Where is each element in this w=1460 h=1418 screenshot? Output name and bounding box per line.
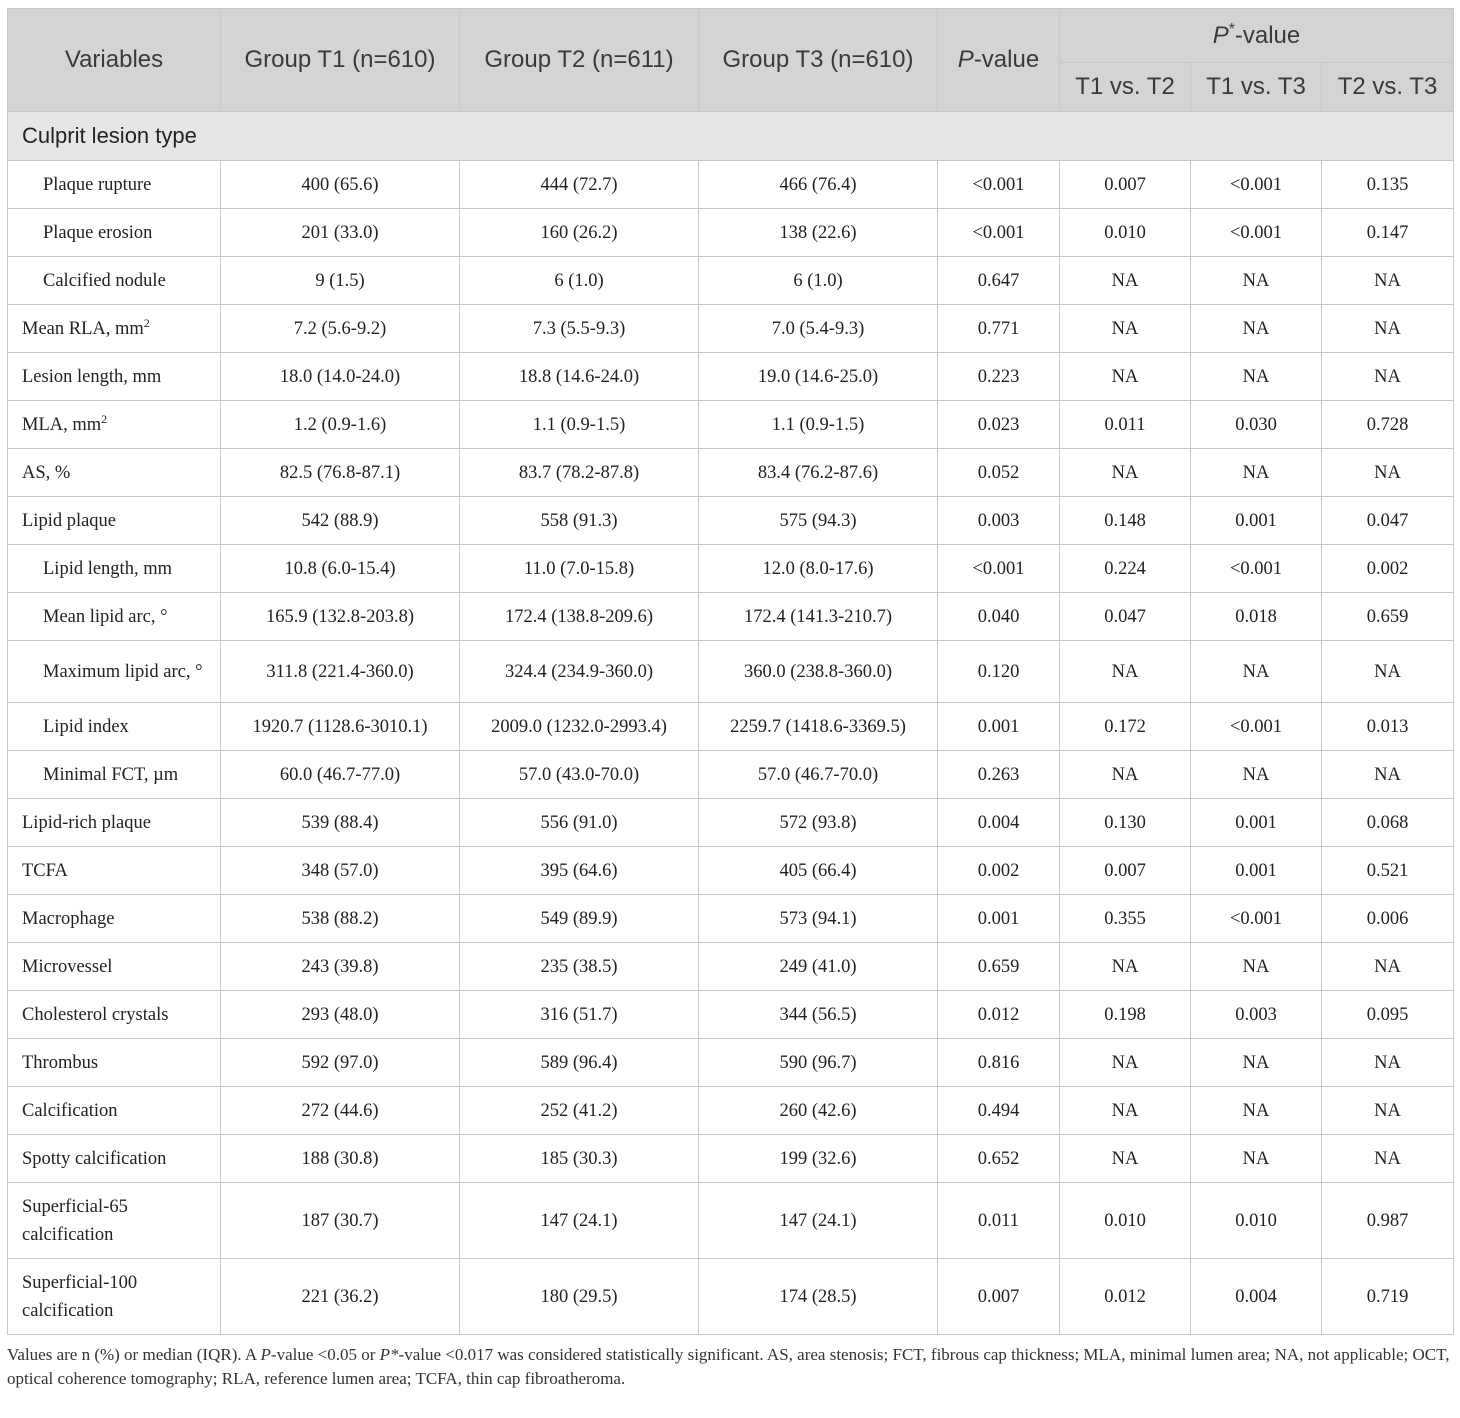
cell-group-t1: 10.8 (6.0-15.4)	[221, 545, 460, 593]
cell-p-t1-vs-t2: 0.011	[1060, 401, 1191, 449]
row-label	[8, 641, 221, 703]
cell-p-t1-vs-t3: NA	[1191, 305, 1322, 353]
row-label	[8, 353, 221, 401]
footnote-part3: -value <0.017 was considered statistically significant. AS, area stenosis; FCT, fibrous cap thickness; MLA, minimal lumen area; NA, not applicable; OCT, optical coherence tomography; RLA, reference lumen area; TCFA, thin cap fibroatheroma.	[7, 1345, 1450, 1388]
cell-group-t3: 344 (56.5)	[699, 991, 938, 1039]
cell-group-t2: 6 (1.0)	[460, 257, 699, 305]
table-header	[8, 9, 1454, 112]
cell-p-t2-vs-t3: 0.002	[1322, 545, 1454, 593]
table-row	[8, 1259, 1454, 1335]
cell-p-value: 0.052	[938, 449, 1060, 497]
cell-group-t3: 19.0 (14.6-25.0)	[699, 353, 938, 401]
header-t1-vs-t3: T1 vs. T3	[1191, 63, 1322, 112]
row-label-superscript: 2	[143, 315, 150, 330]
cell-p-t1-vs-t2: NA	[1060, 305, 1191, 353]
cell-group-t3: 2259.7 (1418.6-3369.5)	[699, 703, 938, 751]
row-label-text: Lipid length, mm	[43, 558, 172, 579]
cell-p-t1-vs-t2: NA	[1060, 1135, 1191, 1183]
cell-group-t2: 589 (96.4)	[460, 1039, 699, 1087]
cell-p-value: <0.001	[938, 545, 1060, 593]
table-row	[8, 257, 1454, 305]
header-t2-vs-t3: T2 vs. T3	[1322, 63, 1454, 112]
cell-p-value: 0.816	[938, 1039, 1060, 1087]
table-row	[8, 353, 1454, 401]
table-row	[8, 305, 1454, 353]
table-row	[8, 1135, 1454, 1183]
cell-p-value: 0.003	[938, 497, 1060, 545]
section-culprit-lesion-type: Culprit lesion type	[8, 112, 1454, 161]
footnote-part1: Values are n (%) or median (IQR). A	[7, 1345, 261, 1364]
table-body	[8, 112, 1454, 1335]
cell-p-t2-vs-t3: 0.728	[1322, 401, 1454, 449]
cell-p-value: 0.001	[938, 703, 1060, 751]
cell-p-t2-vs-t3: 0.147	[1322, 209, 1454, 257]
cell-p-t2-vs-t3: NA	[1322, 353, 1454, 401]
cell-p-t2-vs-t3: 0.047	[1322, 497, 1454, 545]
cell-group-t2: 147 (24.1)	[460, 1183, 699, 1259]
row-label	[8, 1183, 221, 1259]
cell-p-t2-vs-t3: NA	[1322, 449, 1454, 497]
cell-p-t1-vs-t3: <0.001	[1191, 161, 1322, 209]
cell-p-t1-vs-t3: <0.001	[1191, 895, 1322, 943]
cell-p-t1-vs-t2: 0.148	[1060, 497, 1191, 545]
row-label-text: Calcified nodule	[43, 270, 166, 291]
cell-p-t1-vs-t3: 0.004	[1191, 1259, 1322, 1335]
table-row	[8, 799, 1454, 847]
cell-group-t1: 311.8 (221.4-360.0)	[221, 641, 460, 703]
cell-p-t1-vs-t2: 0.355	[1060, 895, 1191, 943]
cell-p-t1-vs-t2: 0.198	[1060, 991, 1191, 1039]
cell-p-value: 0.002	[938, 847, 1060, 895]
cell-p-t1-vs-t3: NA	[1191, 449, 1322, 497]
row-label	[8, 943, 221, 991]
cell-group-t2: 160 (26.2)	[460, 209, 699, 257]
table-row	[8, 751, 1454, 799]
cell-p-t1-vs-t3: 0.018	[1191, 593, 1322, 641]
cell-p-t1-vs-t3: 0.001	[1191, 847, 1322, 895]
cell-p-t1-vs-t3: NA	[1191, 943, 1322, 991]
footnote-p-italic: P	[260, 1345, 271, 1364]
cell-p-t1-vs-t2: 0.007	[1060, 161, 1191, 209]
row-label-text: Thrombus	[22, 1052, 99, 1073]
cell-group-t2: 1.1 (0.9-1.5)	[460, 401, 699, 449]
header-pstar-rest: -value	[1234, 21, 1301, 49]
cell-p-value: 0.659	[938, 943, 1060, 991]
cell-group-t3: 573 (94.1)	[699, 895, 938, 943]
table-row	[8, 1087, 1454, 1135]
table-row	[8, 943, 1454, 991]
cell-p-value: 0.223	[938, 353, 1060, 401]
header-pstar-sup: *	[1228, 20, 1235, 38]
header-group-t1: Group T1 (n=610)	[221, 9, 460, 112]
cell-group-t1: 9 (1.5)	[221, 257, 460, 305]
cell-p-t1-vs-t3: <0.001	[1191, 209, 1322, 257]
cell-group-t2: 549 (89.9)	[460, 895, 699, 943]
cell-group-t3: 172.4 (141.3-210.7)	[699, 593, 938, 641]
cell-group-t2: 57.0 (43.0-70.0)	[460, 751, 699, 799]
cell-group-t1: 1.2 (0.9-1.6)	[221, 401, 460, 449]
row-label	[8, 751, 221, 799]
cell-p-t2-vs-t3: 0.068	[1322, 799, 1454, 847]
row-label-text: Maximum lipid arc, °	[43, 661, 203, 682]
cell-p-t1-vs-t3: 0.010	[1191, 1183, 1322, 1259]
table-row	[8, 209, 1454, 257]
header-p-italic: P	[957, 46, 974, 73]
cell-group-t3: 405 (66.4)	[699, 847, 938, 895]
cell-group-t3: 249 (41.0)	[699, 943, 938, 991]
row-label	[8, 847, 221, 895]
row-label	[8, 1039, 221, 1087]
cell-p-t1-vs-t3: NA	[1191, 1087, 1322, 1135]
table-row	[8, 1183, 1454, 1259]
footnote-part2: -value <0.05 or	[270, 1345, 380, 1364]
cell-p-t1-vs-t2: 0.010	[1060, 209, 1191, 257]
cell-group-t1: 293 (48.0)	[221, 991, 460, 1039]
cell-group-t3: 12.0 (8.0-17.6)	[699, 545, 938, 593]
cell-p-value: <0.001	[938, 209, 1060, 257]
cell-p-t2-vs-t3: 0.095	[1322, 991, 1454, 1039]
row-label	[8, 1087, 221, 1135]
row-label	[8, 1135, 221, 1183]
cell-p-t2-vs-t3: 0.006	[1322, 895, 1454, 943]
table-row	[8, 449, 1454, 497]
cell-group-t1: 243 (39.8)	[221, 943, 460, 991]
row-label-text: Plaque rupture	[43, 174, 152, 195]
row-label-text: Plaque erosion	[43, 222, 153, 243]
cell-group-t1: 539 (88.4)	[221, 799, 460, 847]
cell-group-t1: 542 (88.9)	[221, 497, 460, 545]
row-label-text: TCFA	[22, 860, 68, 881]
cell-group-t1: 538 (88.2)	[221, 895, 460, 943]
cell-group-t3: 466 (76.4)	[699, 161, 938, 209]
cell-p-t1-vs-t2: 0.224	[1060, 545, 1191, 593]
cell-p-t1-vs-t2: NA	[1060, 449, 1191, 497]
cell-p-value: 0.771	[938, 305, 1060, 353]
cell-p-t2-vs-t3: NA	[1322, 641, 1454, 703]
table-row	[8, 401, 1454, 449]
header-p-rest: -value	[973, 46, 1040, 73]
cell-p-t1-vs-t2: NA	[1060, 943, 1191, 991]
cell-group-t3: 83.4 (76.2-87.6)	[699, 449, 938, 497]
header-group-t3: Group T3 (n=610)	[699, 9, 938, 112]
results-table-container	[7, 8, 1453, 1391]
row-label	[8, 593, 221, 641]
cell-p-t2-vs-t3: NA	[1322, 257, 1454, 305]
cell-p-value: 0.007	[938, 1259, 1060, 1335]
cell-p-t1-vs-t3: NA	[1191, 353, 1322, 401]
cell-p-value: 0.001	[938, 895, 1060, 943]
row-label	[8, 305, 221, 353]
cell-p-value: <0.001	[938, 161, 1060, 209]
cell-p-t2-vs-t3: NA	[1322, 1087, 1454, 1135]
cell-group-t1: 18.0 (14.0-24.0)	[221, 353, 460, 401]
table-row	[8, 593, 1454, 641]
row-label-text: Mean RLA, mm	[22, 318, 144, 339]
row-label-text: Lipid plaque	[22, 510, 117, 531]
oct-findings-table	[7, 8, 1454, 1335]
header-pstar-value	[1060, 9, 1454, 63]
cell-group-t2: 83.7 (78.2-87.8)	[460, 449, 699, 497]
cell-p-value: 0.494	[938, 1087, 1060, 1135]
row-label-text: Mean lipid arc, °	[43, 606, 168, 627]
cell-group-t2: 185 (30.3)	[460, 1135, 699, 1183]
cell-p-value: 0.011	[938, 1183, 1060, 1259]
cell-p-t1-vs-t3: NA	[1191, 1135, 1322, 1183]
row-label	[8, 257, 221, 305]
cell-group-t2: 556 (91.0)	[460, 799, 699, 847]
header-p-value	[938, 9, 1060, 112]
header-t1-vs-t2: T1 vs. T2	[1060, 63, 1191, 112]
row-label-text: Lesion length, mm	[22, 366, 162, 387]
cell-group-t3: 360.0 (238.8-360.0)	[699, 641, 938, 703]
cell-p-t2-vs-t3: 0.987	[1322, 1183, 1454, 1259]
cell-group-t3: 138 (22.6)	[699, 209, 938, 257]
row-label-text: Microvessel	[22, 956, 113, 977]
cell-p-t1-vs-t3: NA	[1191, 257, 1322, 305]
cell-p-t1-vs-t3: NA	[1191, 751, 1322, 799]
row-label	[8, 991, 221, 1039]
row-label-text: Superficial-100 calcification	[22, 1272, 138, 1321]
row-label-text: Minimal FCT, µm	[43, 764, 179, 785]
cell-group-t1: 82.5 (76.8-87.1)	[221, 449, 460, 497]
cell-p-value: 0.004	[938, 799, 1060, 847]
row-label	[8, 799, 221, 847]
cell-p-value: 0.652	[938, 1135, 1060, 1183]
table-row	[8, 847, 1454, 895]
cell-p-t1-vs-t2: 0.172	[1060, 703, 1191, 751]
cell-group-t3: 572 (93.8)	[699, 799, 938, 847]
row-label	[8, 161, 221, 209]
cell-group-t2: 2009.0 (1232.0-2993.4)	[460, 703, 699, 751]
row-label-superscript: 2	[101, 411, 108, 426]
cell-p-t2-vs-t3: NA	[1322, 943, 1454, 991]
cell-p-value: 0.263	[938, 751, 1060, 799]
cell-group-t1: 201 (33.0)	[221, 209, 460, 257]
cell-group-t1: 272 (44.6)	[221, 1087, 460, 1135]
cell-group-t1: 187 (30.7)	[221, 1183, 460, 1259]
row-label	[8, 401, 221, 449]
cell-p-t1-vs-t3: 0.001	[1191, 497, 1322, 545]
cell-group-t1: 348 (57.0)	[221, 847, 460, 895]
cell-p-t1-vs-t2: 0.007	[1060, 847, 1191, 895]
row-label-text: Macrophage	[22, 908, 115, 929]
cell-p-t1-vs-t2: 0.012	[1060, 1259, 1191, 1335]
cell-p-value: 0.040	[938, 593, 1060, 641]
row-label	[8, 209, 221, 257]
cell-p-t2-vs-t3: 0.013	[1322, 703, 1454, 751]
cell-p-t2-vs-t3: NA	[1322, 751, 1454, 799]
table-row	[8, 497, 1454, 545]
header-variables: Variables	[8, 9, 221, 112]
cell-p-t1-vs-t3: 0.030	[1191, 401, 1322, 449]
cell-group-t1: 1920.7 (1128.6-3010.1)	[221, 703, 460, 751]
table-row	[8, 1039, 1454, 1087]
table-row	[8, 895, 1454, 943]
cell-group-t2: 252 (41.2)	[460, 1087, 699, 1135]
row-label-text: Spotty calcification	[22, 1148, 167, 1169]
row-label	[8, 895, 221, 943]
cell-p-t2-vs-t3: 0.521	[1322, 847, 1454, 895]
cell-group-t3: 199 (32.6)	[699, 1135, 938, 1183]
cell-p-t1-vs-t3: <0.001	[1191, 545, 1322, 593]
cell-p-t1-vs-t2: 0.010	[1060, 1183, 1191, 1259]
table-row	[8, 641, 1454, 703]
row-label-text: Cholesterol crystals	[22, 1004, 169, 1025]
cell-p-t1-vs-t2: 0.047	[1060, 593, 1191, 641]
cell-p-t1-vs-t2: NA	[1060, 1039, 1191, 1087]
footnote-pstar-italic: P*	[379, 1345, 399, 1364]
cell-p-t1-vs-t3: NA	[1191, 641, 1322, 703]
cell-group-t3: 6 (1.0)	[699, 257, 938, 305]
cell-p-value: 0.012	[938, 991, 1060, 1039]
cell-group-t2: 18.8 (14.6-24.0)	[460, 353, 699, 401]
cell-p-t1-vs-t3: NA	[1191, 1039, 1322, 1087]
row-label-text: AS, %	[22, 462, 71, 483]
cell-p-t2-vs-t3: 0.659	[1322, 593, 1454, 641]
cell-group-t3: 590 (96.7)	[699, 1039, 938, 1087]
cell-group-t3: 575 (94.3)	[699, 497, 938, 545]
row-label-text: Calcification	[22, 1100, 118, 1121]
header-pstar-italic: P	[1212, 21, 1229, 49]
row-label-text: Lipid-rich plaque	[22, 812, 151, 833]
cell-group-t2: 7.3 (5.5-9.3)	[460, 305, 699, 353]
cell-group-t3: 1.1 (0.9-1.5)	[699, 401, 938, 449]
cell-group-t2: 324.4 (234.9-360.0)	[460, 641, 699, 703]
row-label	[8, 449, 221, 497]
cell-p-value: 0.647	[938, 257, 1060, 305]
cell-group-t1: 592 (97.0)	[221, 1039, 460, 1087]
cell-group-t3: 174 (28.5)	[699, 1259, 938, 1335]
cell-p-t2-vs-t3: NA	[1322, 1039, 1454, 1087]
cell-group-t2: 11.0 (7.0-15.8)	[460, 545, 699, 593]
cell-p-t1-vs-t3: 0.001	[1191, 799, 1322, 847]
cell-p-t2-vs-t3: NA	[1322, 1135, 1454, 1183]
cell-group-t3: 260 (42.6)	[699, 1087, 938, 1135]
table-row	[8, 991, 1454, 1039]
table-row	[8, 545, 1454, 593]
cell-group-t2: 316 (51.7)	[460, 991, 699, 1039]
cell-group-t1: 188 (30.8)	[221, 1135, 460, 1183]
cell-group-t3: 147 (24.1)	[699, 1183, 938, 1259]
cell-p-t1-vs-t3: 0.003	[1191, 991, 1322, 1039]
cell-p-t1-vs-t2: NA	[1060, 257, 1191, 305]
cell-group-t2: 444 (72.7)	[460, 161, 699, 209]
cell-group-t2: 558 (91.3)	[460, 497, 699, 545]
table-row	[8, 703, 1454, 751]
cell-group-t1: 60.0 (46.7-77.0)	[221, 751, 460, 799]
cell-group-t2: 395 (64.6)	[460, 847, 699, 895]
table-footnote	[7, 1343, 1453, 1391]
row-label	[8, 1259, 221, 1335]
cell-p-t1-vs-t2: NA	[1060, 353, 1191, 401]
row-label-text: Superficial-65 calcification	[22, 1196, 128, 1245]
cell-p-t2-vs-t3: 0.719	[1322, 1259, 1454, 1335]
cell-p-t2-vs-t3: NA	[1322, 305, 1454, 353]
cell-group-t1: 221 (36.2)	[221, 1259, 460, 1335]
row-label	[8, 545, 221, 593]
cell-group-t1: 165.9 (132.8-203.8)	[221, 593, 460, 641]
cell-p-value: 0.120	[938, 641, 1060, 703]
cell-group-t1: 400 (65.6)	[221, 161, 460, 209]
cell-p-t1-vs-t2: NA	[1060, 1087, 1191, 1135]
row-label	[8, 497, 221, 545]
cell-group-t2: 235 (38.5)	[460, 943, 699, 991]
cell-p-t1-vs-t2: NA	[1060, 641, 1191, 703]
row-label-text: Lipid index	[43, 716, 129, 737]
cell-group-t2: 172.4 (138.8-209.6)	[460, 593, 699, 641]
cell-group-t3: 57.0 (46.7-70.0)	[699, 751, 938, 799]
cell-p-value: 0.023	[938, 401, 1060, 449]
cell-p-t2-vs-t3: 0.135	[1322, 161, 1454, 209]
row-label	[8, 703, 221, 751]
cell-p-t1-vs-t2: 0.130	[1060, 799, 1191, 847]
cell-group-t3: 7.0 (5.4-9.3)	[699, 305, 938, 353]
cell-p-t1-vs-t2: NA	[1060, 751, 1191, 799]
cell-p-t1-vs-t3: <0.001	[1191, 703, 1322, 751]
cell-group-t2: 180 (29.5)	[460, 1259, 699, 1335]
table-row	[8, 161, 1454, 209]
cell-group-t1: 7.2 (5.6-9.2)	[221, 305, 460, 353]
header-group-t2: Group T2 (n=611)	[460, 9, 699, 112]
row-label-text: MLA, mm	[22, 414, 102, 435]
